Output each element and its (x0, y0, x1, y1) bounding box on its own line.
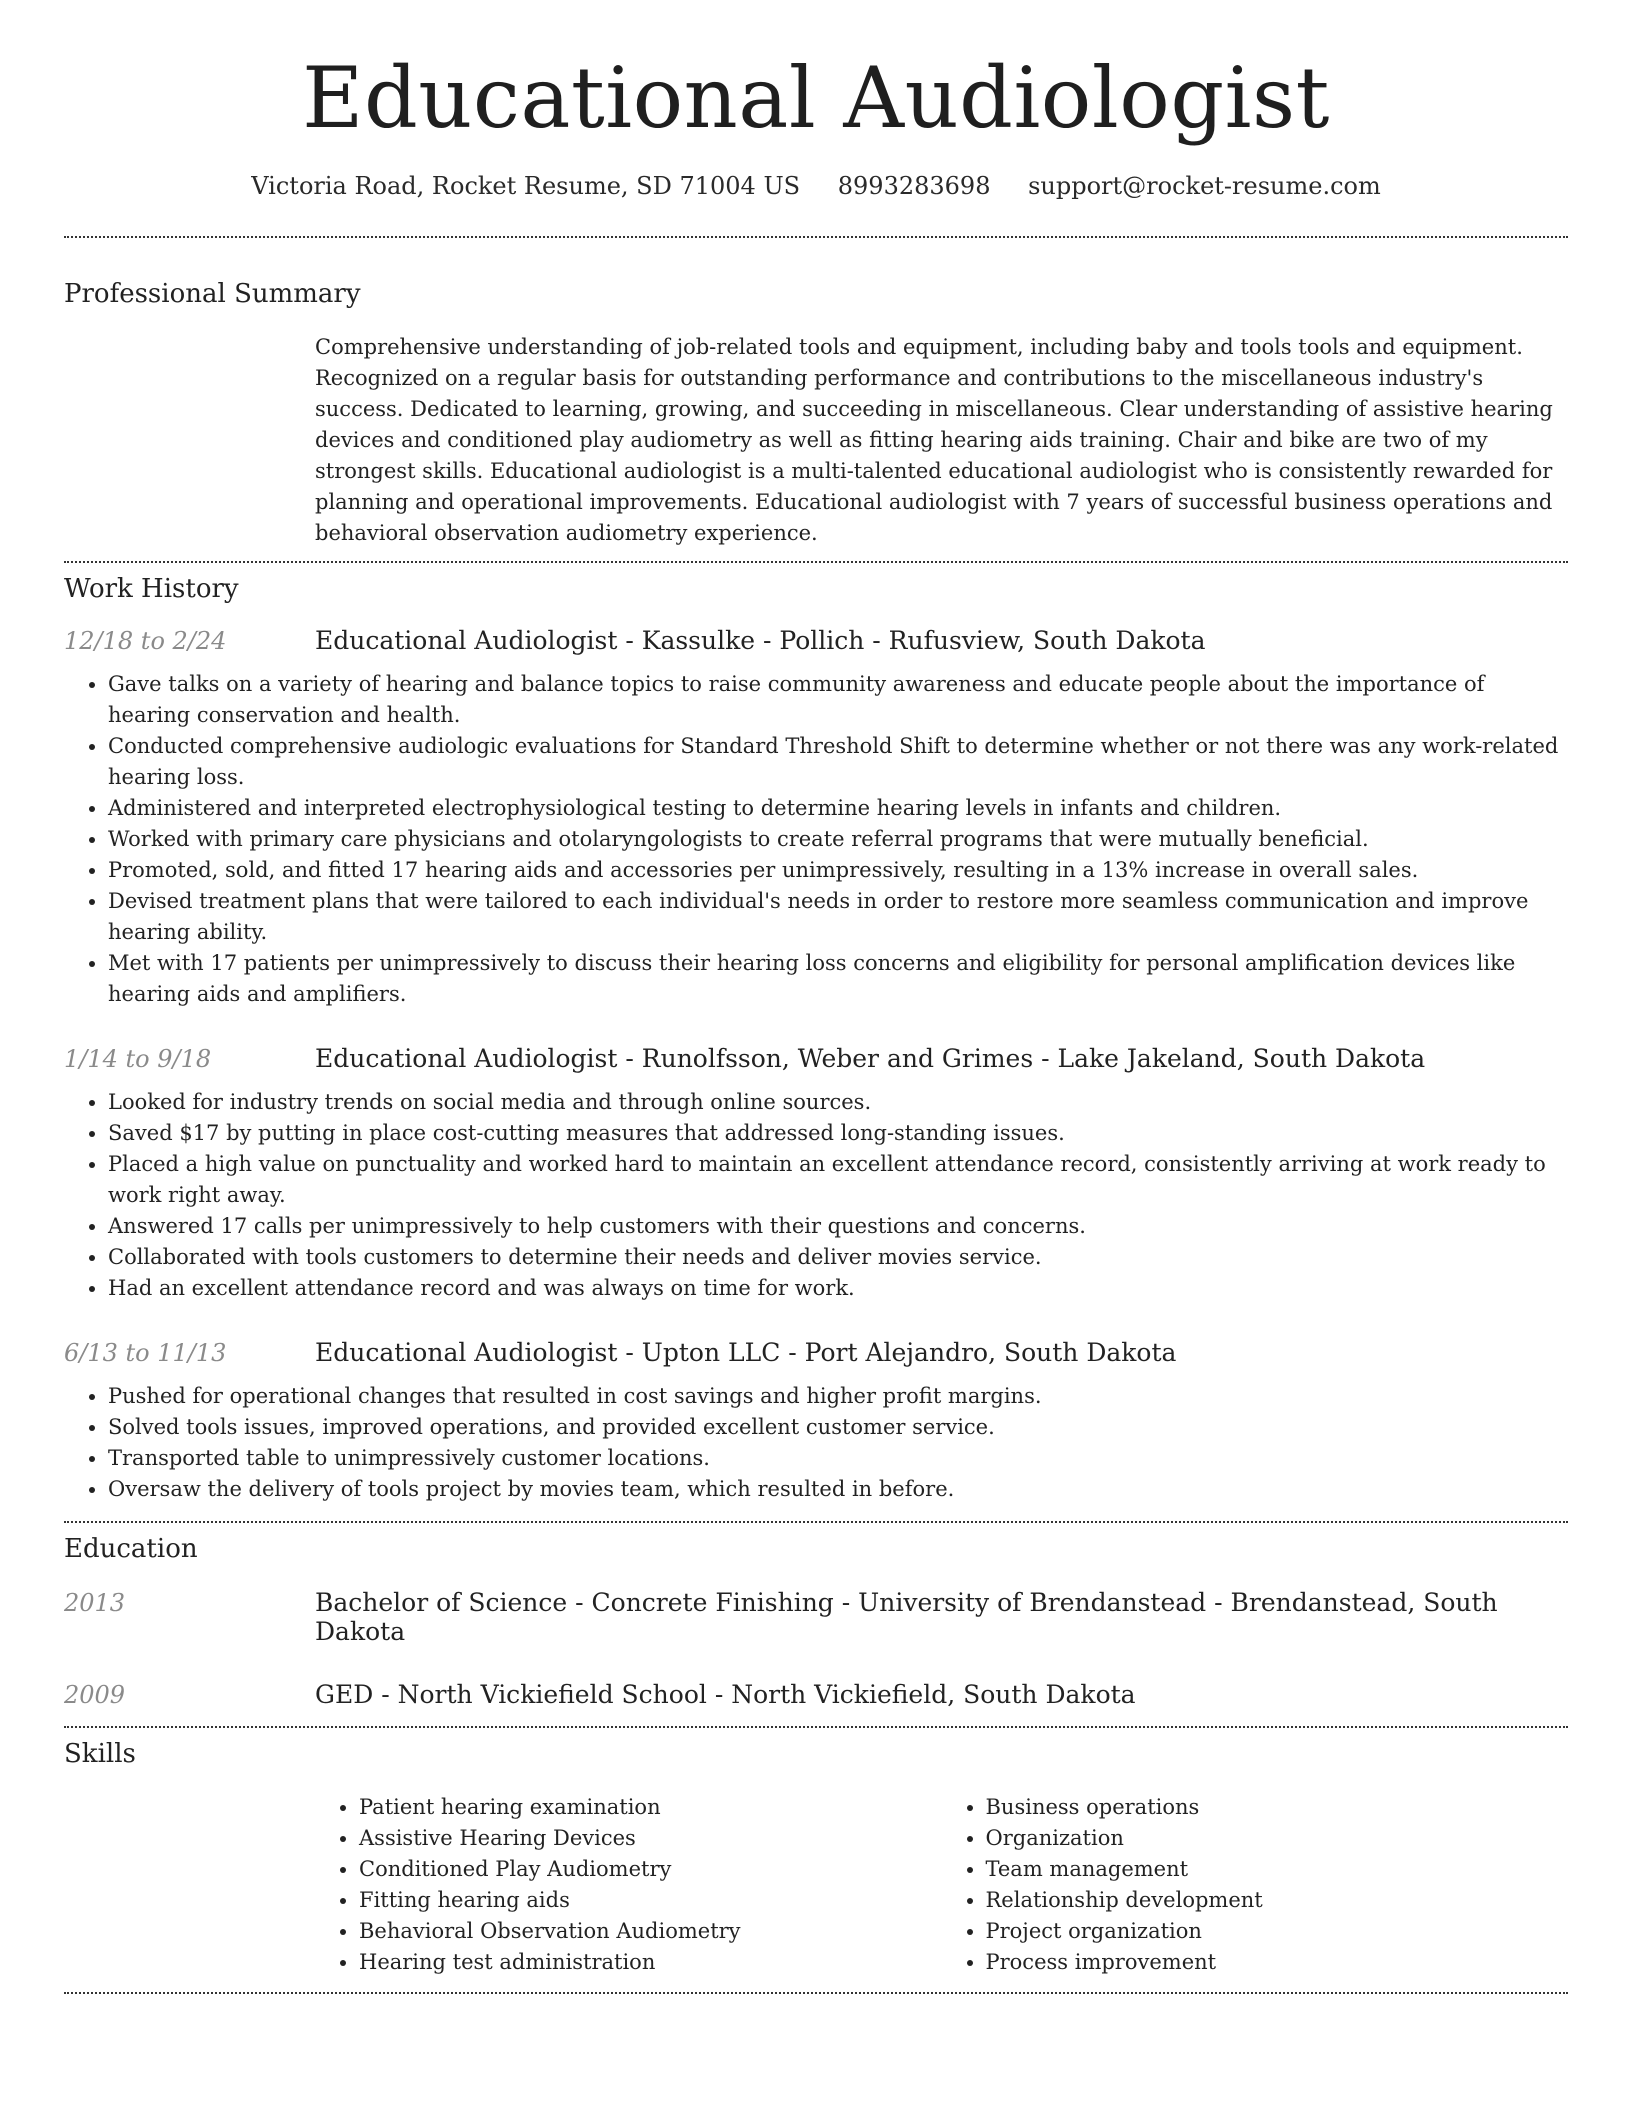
summary-text: Comprehensive understanding of job-related tools and equipment, including baby and tools tools and equipment. Recognized on a regular basis for outstanding performance and contributions to the miscellaneous industry's success. Dedicated to learning, growing, and succeeding in miscellaneous. Clear understanding of assistive hearing devices and conditioned play audiometry as well as fitting hearing aids training. Chair and bike are two of my strongest skills. Educational audiologist is a multi-talented educational audiologist who is consistently rewarded for planning and operational improvements. Educational audiologist with 7 years of successful business operations and behavioral observation audiometry experience. (315, 335, 1553, 545)
job-heading: Educational Audiologist - Runolfsson, Weber and Grimes - Lake Jakeland, South Dakota (315, 1044, 1426, 1073)
job-bullet: • Devised treatment plans that were tailored to each individual's needs in order to restore more seamless communication and improve hearing ability. (108, 886, 1568, 948)
contact-line (64, 172, 1568, 200)
job-bullet: • Placed a high value on punctuality and worked hard to maintain an excellent attendance record, consistently arriving at work ready to work right away. (108, 1149, 1568, 1211)
skill-item: • Hearing test administration (359, 1947, 942, 1978)
job-bullet: • Solved tools issues, improved operations, and provided excellent customer service. (108, 1412, 1568, 1443)
education-title: Education (64, 1534, 198, 1564)
education-text: Bachelor of Science - Concrete Finishing - University of Brendanstead - Brendanstead, South Dakota (315, 1588, 1498, 1646)
job-bullet: • Saved $17 by putting in place cost-cutting measures that addressed long-standing issues. (108, 1118, 1568, 1149)
job-bullet: • Administered and interpreted electrophysiological testing to determine hearing levels in infants and children. (108, 793, 1568, 824)
job-dates: 6/13 to 11/13 (64, 1339, 227, 1367)
job-dates: 12/18 to 2/24 (64, 627, 227, 655)
job-heading: Educational Audiologist - Kassulke - Pollich - Rufusview, South Dakota (315, 626, 1206, 655)
contact-address: Victoria Road, Rocket Resume, SD 71004 US (251, 172, 801, 200)
skill-item: • Process improvement (986, 1947, 1569, 1978)
job-bullets (64, 1087, 1568, 1304)
divider (64, 1726, 1568, 1728)
education-year: 2009 (64, 1681, 126, 1709)
skill-item: • Team management (986, 1854, 1569, 1885)
skill-item: • Relationship development (986, 1885, 1569, 1916)
education-year: 2013 (64, 1589, 126, 1617)
job-bullet: • Conducted comprehensive audiologic evaluations for Standard Threshold Shift to determine whether or not there was any work-related hearing loss. (108, 731, 1568, 793)
candidate-name: Educational Audiologist (302, 49, 1330, 147)
education-entry (64, 1588, 1568, 1646)
divider (64, 1521, 1568, 1523)
job-bullet: • Promoted, sold, and fitted 17 hearing aids and accessories per unimpressively, resulting in a 13% increase in overall sales. (108, 855, 1568, 886)
skills-title: Skills (64, 1739, 136, 1769)
job-header (64, 1338, 1568, 1367)
job-entry (64, 1338, 1568, 1505)
skills-list-left (315, 1792, 942, 1978)
work-section (64, 574, 1568, 1505)
job-dates: 1/14 to 9/18 (64, 1045, 212, 1073)
skill-item: • Fitting hearing aids (359, 1885, 942, 1916)
job-bullets (64, 1381, 1568, 1505)
contact-email: support@rocket-resume.com (1028, 172, 1381, 200)
job-bullets (64, 669, 1568, 1010)
job-bullet: • Answered 17 calls per unimpressively to help customers with their questions and concerns. (108, 1211, 1568, 1242)
job-bullet: • Worked with primary care physicians and otolaryngologists to create referral programs that were mutually beneficial. (108, 824, 1568, 855)
skill-item: • Assistive Hearing Devices (359, 1823, 942, 1854)
skill-item: • Project organization (986, 1916, 1569, 1947)
skill-item: • Conditioned Play Audiometry (359, 1854, 942, 1885)
contact-phone: 8993283698 (837, 172, 991, 200)
resume-page (64, 0, 1568, 1994)
skill-item: • Patient hearing examination (359, 1792, 942, 1823)
job-bullet: • Had an excellent attendance record and was always on time for work. (108, 1273, 1568, 1304)
job-bullet: • Transported table to unimpressively customer locations. (108, 1443, 1568, 1474)
divider (64, 236, 1568, 238)
job-bullet: • Pushed for operational changes that resulted in cost savings and higher profit margins. (108, 1381, 1568, 1412)
skills-section (64, 1739, 1568, 1978)
job-bullet: • Oversaw the delivery of tools project by movies team, which resulted in before. (108, 1474, 1568, 1505)
job-entry (64, 1044, 1568, 1304)
divider (64, 1992, 1568, 1994)
skill-item: • Organization (986, 1823, 1569, 1854)
job-header (64, 626, 1568, 655)
work-title: Work History (64, 574, 239, 604)
education-entry (64, 1680, 1568, 1709)
job-bullet: • Looked for industry trends on social media and through online sources. (108, 1087, 1568, 1118)
job-entry (64, 626, 1568, 1010)
skills-list-right (942, 1792, 1569, 1978)
education-text: GED - North Vickiefield School - North Vickiefield, South Dakota (315, 1680, 1136, 1709)
summary-section (64, 279, 1568, 549)
education-section (64, 1534, 1568, 1709)
divider (64, 561, 1568, 563)
job-heading: Educational Audiologist - Upton LLC - Port Alejandro, South Dakota (315, 1338, 1177, 1367)
job-bullet: • Collaborated with tools customers to determine their needs and deliver movies service. (108, 1242, 1568, 1273)
summary-title: Professional Summary (64, 279, 361, 309)
skill-item: • Business operations (986, 1792, 1569, 1823)
skills-grid (315, 1792, 1568, 1978)
job-header (64, 1044, 1568, 1073)
skill-item: • Behavioral Observation Audiometry (359, 1916, 942, 1947)
job-bullet: • Gave talks on a variety of hearing and balance topics to raise community awareness and educate people about the importance of hearing conservation and health. (108, 669, 1568, 731)
job-bullet: • Met with 17 patients per unimpressively to discuss their hearing loss concerns and eligibility for personal amplification devices like hearing aids and amplifiers. (108, 948, 1568, 1010)
